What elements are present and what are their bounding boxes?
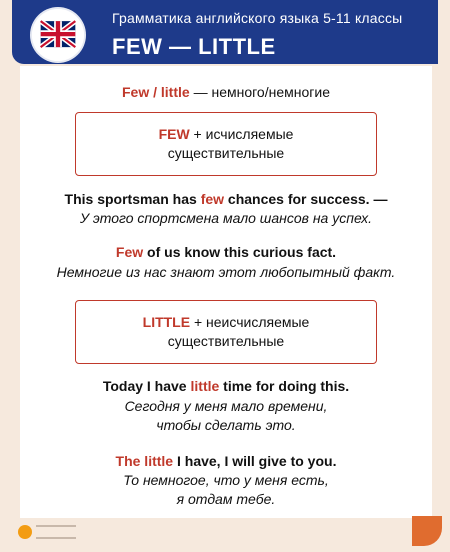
few-rule-rest: + исчисляемые [189,126,294,142]
intro-line [20,84,432,100]
example4-post: I have, I will give to you. [173,453,337,469]
little-rule-line1 [76,314,376,330]
little-rule-line2: существительные [167,333,285,349]
page-subtitle: Грамматика английского языка 5-11 классы [112,10,403,26]
little-rule-rest: + неисчисляемые [190,314,310,330]
few-rule-word: FEW [158,126,190,142]
example3-highlight: little [190,378,220,394]
little-rule-box [75,300,377,364]
few-rule-box [75,112,377,176]
example3-translation-line1: Сегодня у меня мало времени, [124,398,328,414]
example4-sentence [20,453,432,469]
example3-pre: Today I have [102,378,191,394]
example1-pre: This sportsman has [64,191,201,207]
example1-post: chances for success. — [224,191,388,207]
example1-highlight: few [200,191,225,207]
example1-translation: У этого спортсмена мало шансов на успех. [79,210,373,226]
example2-translation: Немногие из нас знают этот любопытный факт. [56,264,396,280]
example1-sentence [20,191,432,207]
corner-decoration [412,516,442,546]
content-card [20,66,432,518]
example3-post: time for doing this. [219,378,350,394]
example4-translation-line1: То немногое, что у меня есть, [123,472,329,488]
intro-rest: — немного/немногие [189,84,330,100]
example2-post: of us know this curious fact. [143,244,337,260]
example2-sentence [20,244,432,260]
publisher-logo-icon [18,525,32,539]
example2-highlight: Few [115,244,144,260]
example4-translation-line2: я отдам тебе. [176,491,276,507]
intro-term: Few / little [122,84,190,100]
header-banner [12,0,438,64]
example3-translation-line2: чтобы сделать это. [156,417,296,433]
publisher-info-decoration [36,525,76,539]
few-rule-line2: существительные [167,145,285,161]
few-rule-line1 [76,126,376,142]
little-rule-word: LITTLE [142,314,191,330]
page-title: FEW — LITTLE [112,34,276,59]
uk-flag-icon [32,9,84,61]
example3-sentence [20,378,432,394]
example4-highlight: The little [115,453,174,469]
